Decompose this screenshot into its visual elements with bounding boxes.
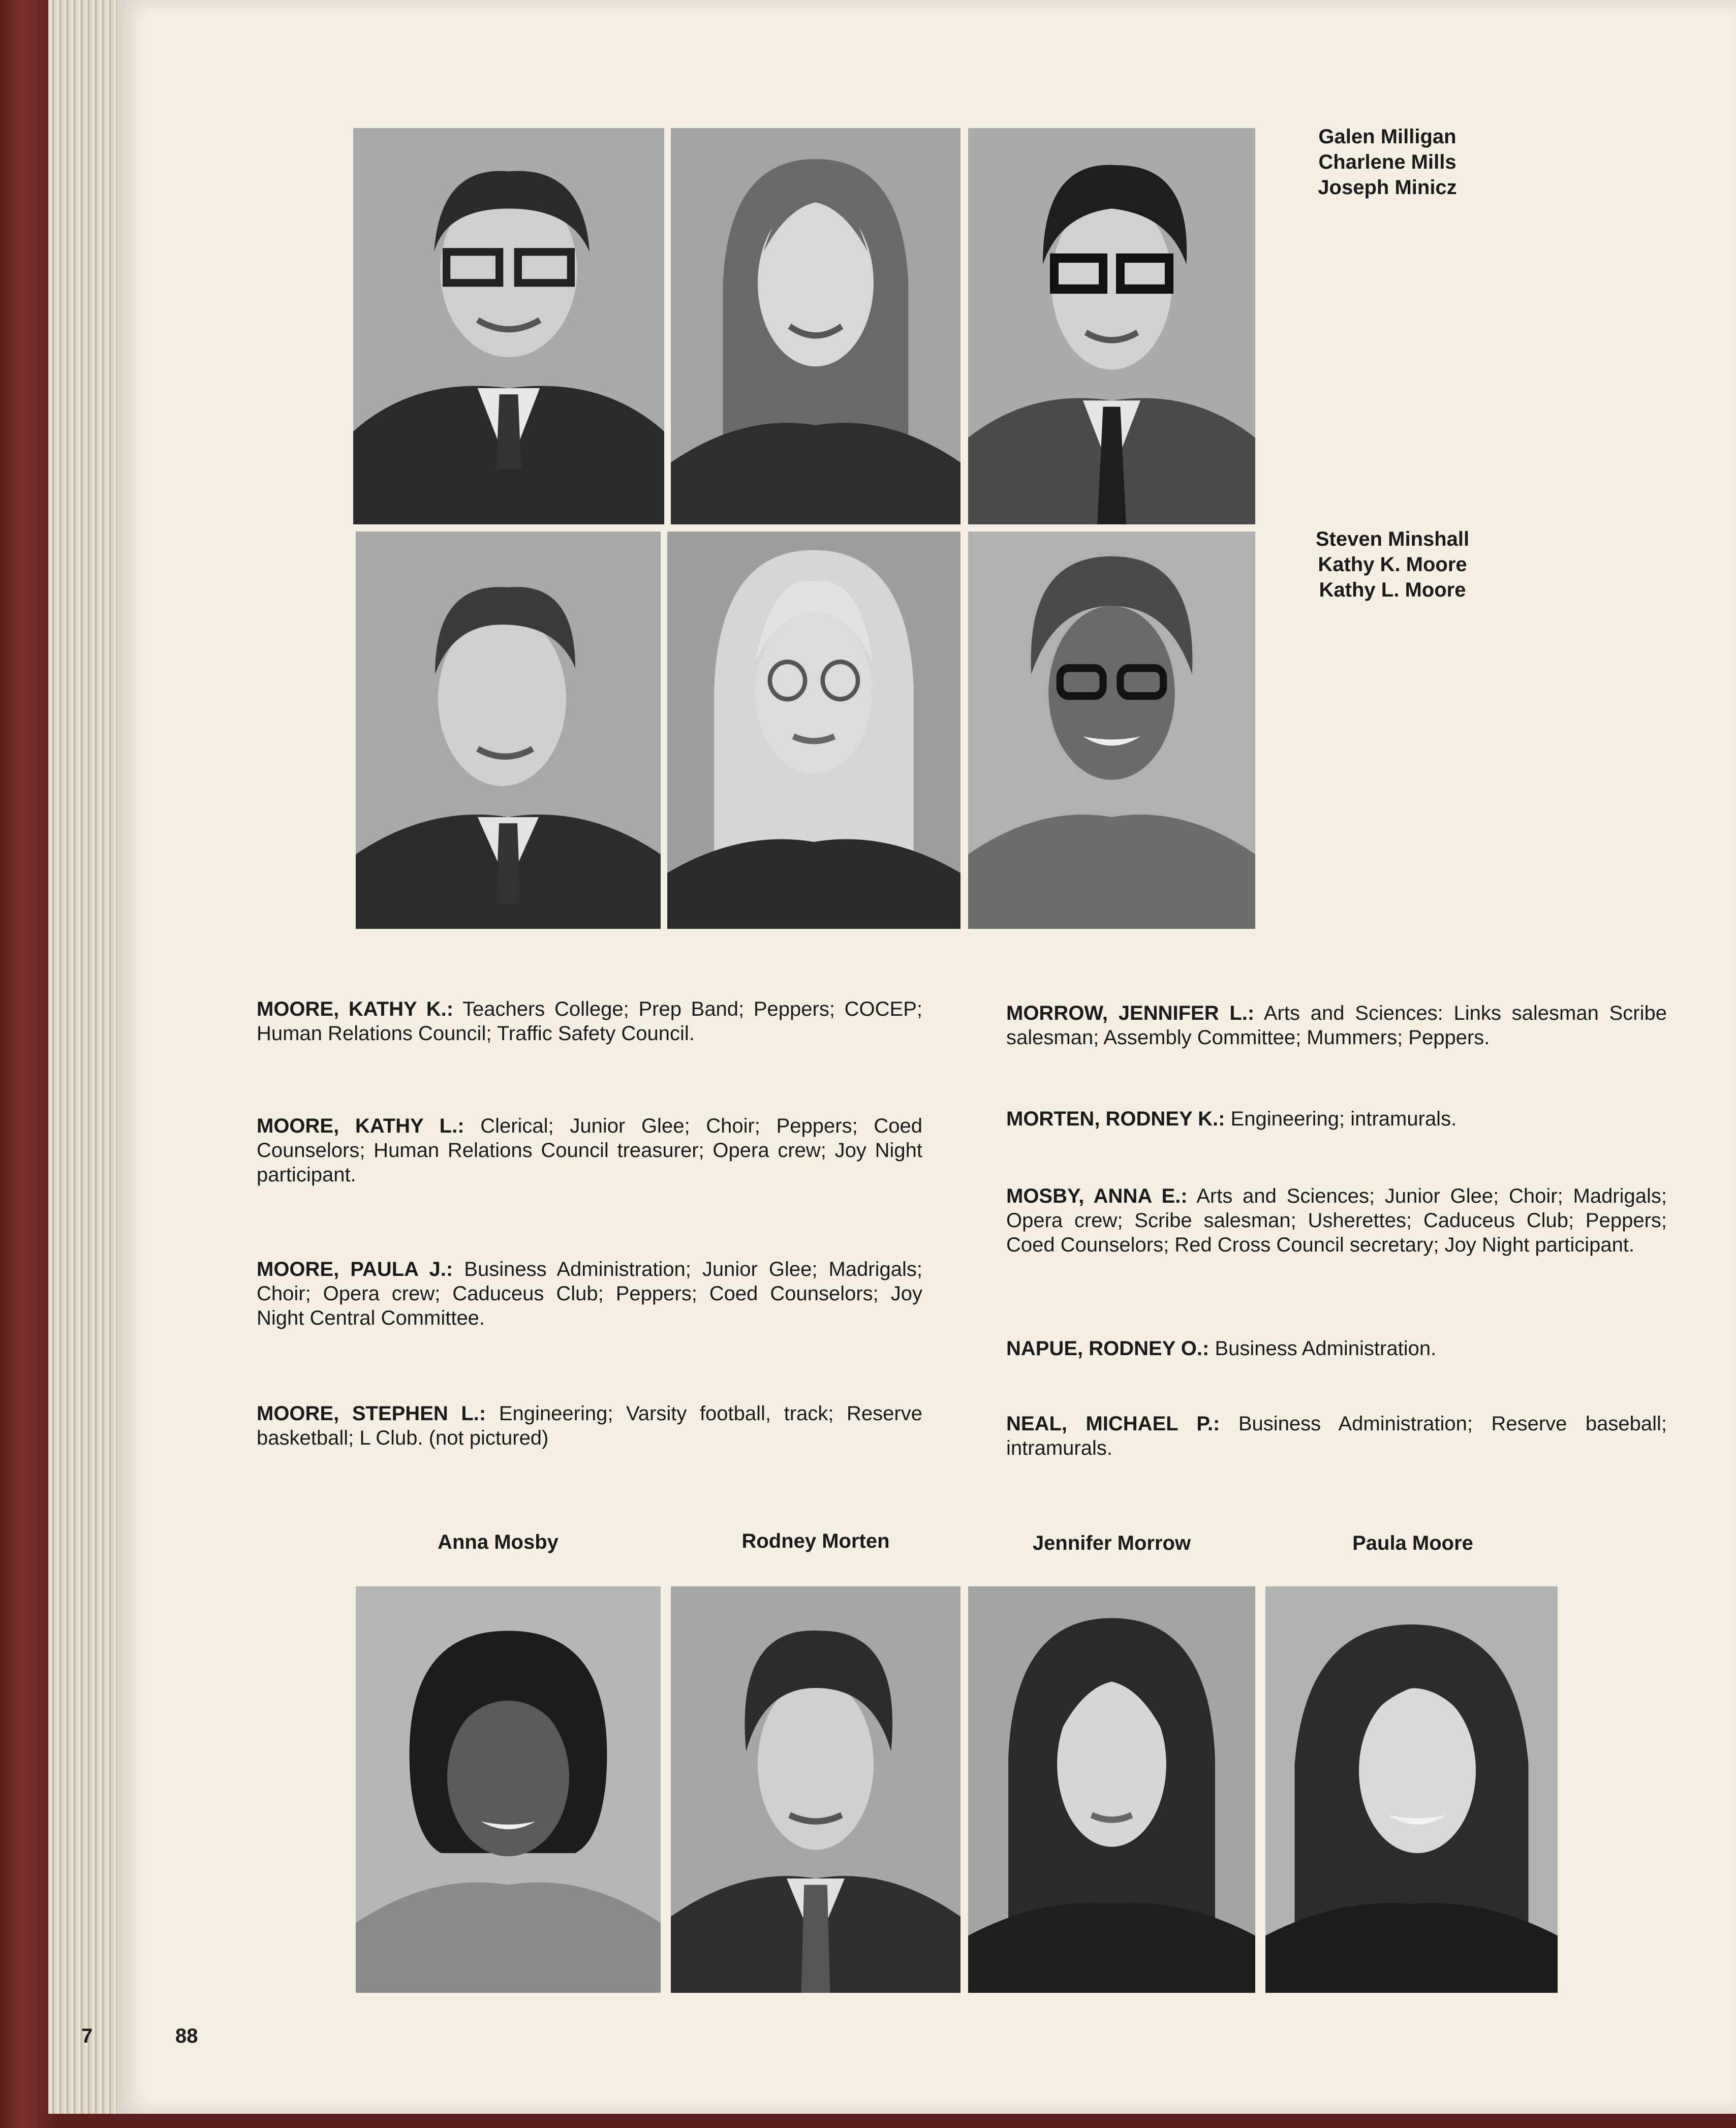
portrait-kathy-k-moore xyxy=(667,531,960,929)
bio-napue-rodney-o xyxy=(1006,1336,1667,1361)
caption-name: Galen Milligan xyxy=(1318,126,1456,148)
bio-text: Business Administration. xyxy=(1215,1337,1437,1360)
caption-group-2 xyxy=(1281,526,1504,603)
page-edge-mark: 7 xyxy=(81,2025,93,2047)
bio-name: MOORE, KATHY K.: xyxy=(257,998,454,1020)
caption-name: Kathy L. Moore xyxy=(1319,579,1466,601)
bio-name: MORTEN, RODNEY K.: xyxy=(1006,1108,1225,1130)
portrait-galen-milligan xyxy=(353,128,664,524)
bio-text: Business Administration; Junior Glee; Madrigals; Choir; Opera crew; Caduceus Club; Peppers; Coed Counselors; Joy Night Central Committee. xyxy=(257,1258,923,1329)
bio-morrow-jennifer-l xyxy=(1006,1001,1667,1050)
portrait-joseph-minicz xyxy=(968,128,1255,524)
caption-name: Steven Minshall xyxy=(1315,528,1470,550)
bio-text: Clerical; Junior Glee; Choir; Peppers; Coed Counselors; Human Relations Council treasurer; Opera crew; Joy Night participant. xyxy=(257,1115,922,1186)
bio-name: MOORE, STEPHEN L.: xyxy=(257,1402,486,1425)
bio-text: Engineering; intramurals. xyxy=(1230,1108,1457,1130)
bio-moore-kathy-k xyxy=(257,997,922,1046)
caption-rodney-morten: Rodney Morten xyxy=(741,1530,890,1552)
page-edges xyxy=(48,0,125,2114)
bio-moore-kathy-l xyxy=(257,1114,922,1187)
bio-mosby-anna-e xyxy=(1006,1184,1667,1257)
bio-neal-michael-p xyxy=(1006,1412,1667,1460)
caption-jennifer-morrow: Jennifer Morrow xyxy=(1032,1532,1191,1554)
caption-name: Kathy K. Moore xyxy=(1318,553,1467,576)
portrait-steven-minshall xyxy=(356,531,661,929)
bio-morten-rodney-k xyxy=(1006,1107,1667,1131)
bio-name: MOORE, KATHY L.: xyxy=(257,1115,464,1137)
portrait-jennifer-morrow xyxy=(968,1586,1255,1993)
portrait-paula-moore xyxy=(1265,1586,1558,1993)
bio-moore-stephen-l xyxy=(257,1401,922,1450)
bio-name: NAPUE, RODNEY O.: xyxy=(1006,1337,1210,1360)
bio-name: MOSBY, ANNA E.: xyxy=(1006,1185,1188,1207)
bio-text: Business Administration; Reserve baseball; intramurals. xyxy=(1006,1413,1667,1459)
bio-name: MORROW, JENNIFER L.: xyxy=(1006,1002,1255,1024)
cover-edge xyxy=(56,2114,1736,2128)
page-number: 88 xyxy=(175,2025,198,2047)
portrait-kathy-l-moore xyxy=(968,531,1255,929)
portrait-rodney-morten xyxy=(671,1586,960,1993)
book-binding xyxy=(0,0,56,2128)
caption-anna-mosby: Anna Mosby xyxy=(438,1531,559,1553)
caption-paula-moore: Paula Moore xyxy=(1352,1532,1473,1554)
caption-name: Joseph Minicz xyxy=(1318,176,1457,199)
bio-name: NEAL, MICHAEL P.: xyxy=(1006,1413,1220,1435)
bio-text: Arts and Sciences: Links salesman Scribe salesman; Assembly Committee; Mummers; Peppers. xyxy=(1006,1002,1667,1049)
caption-name: Charlene Mills xyxy=(1318,151,1456,173)
bio-text: Arts and Sciences; Junior Glee; Choir; Madrigals; Opera crew; Scribe salesman; Usherettes; Caduceus Club; Peppers; Coed Counselors; Red Cross Council secretary; Joy Night participant. xyxy=(1006,1185,1667,1256)
portrait-anna-mosby xyxy=(356,1586,661,1993)
bio-text: Engineering; Varsity football, track; Reserve basketball; L Club. (not pictured) xyxy=(257,1402,922,1449)
bio-text: Teachers College; Prep Band; Peppers; COCEP; Human Relations Council; Traffic Safety Council. xyxy=(257,998,923,1045)
bio-name: MOORE, PAULA J.: xyxy=(257,1258,453,1280)
caption-group-1 xyxy=(1281,124,1494,200)
portrait-charlene-mills xyxy=(671,128,960,524)
bio-moore-paula-j xyxy=(257,1257,922,1330)
